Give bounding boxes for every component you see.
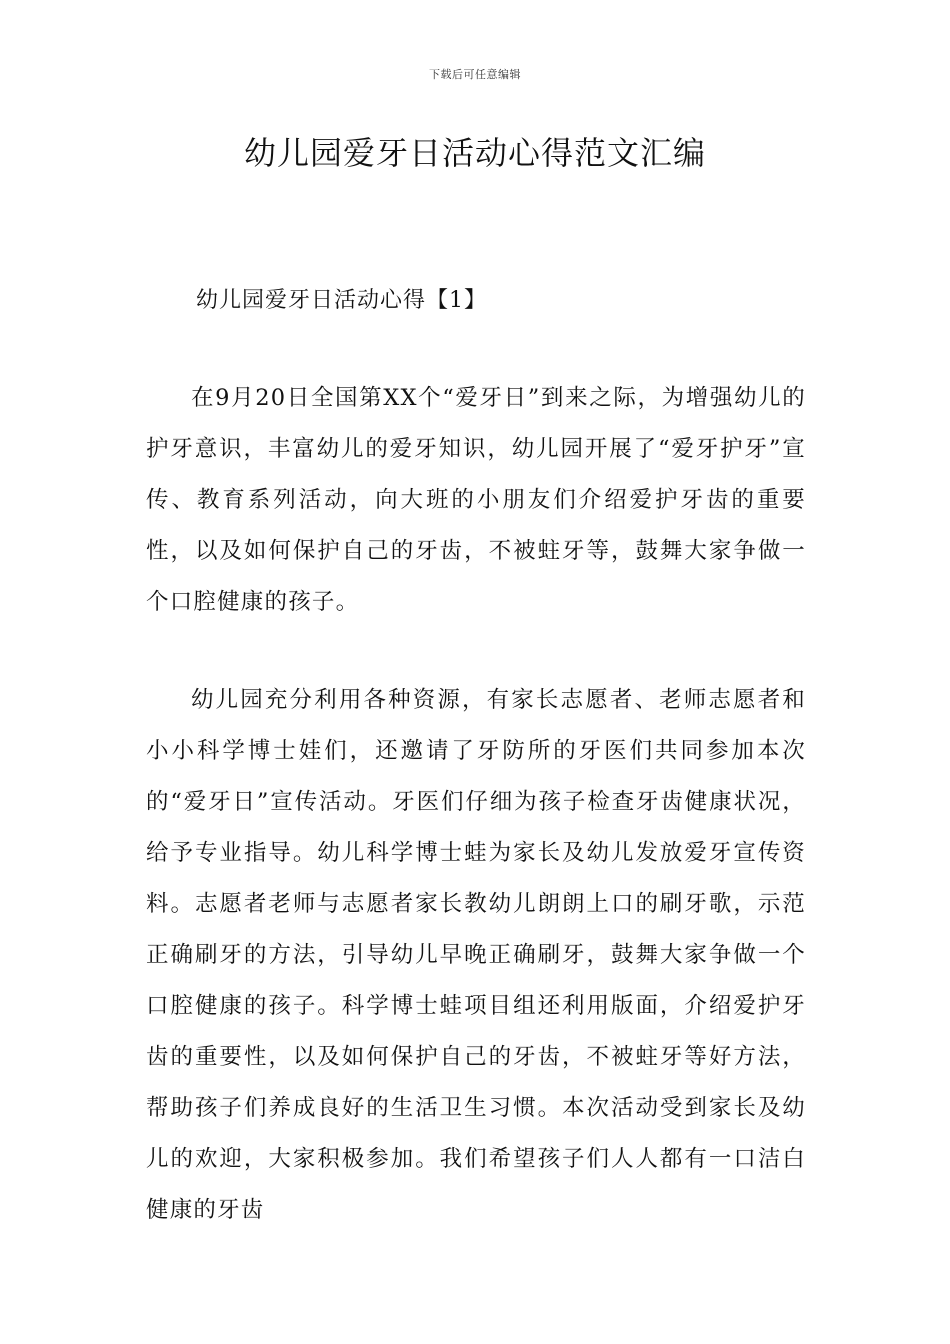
- document-title: 幼儿园爱牙日活动心得范文汇编: [243, 134, 706, 172]
- section-heading: 幼儿园爱牙日活动心得【1】: [196, 288, 487, 313]
- body-paragraph-2: 幼儿园充分利用各种资源，有家长志愿者、老师志愿者和小小科学博士娃们，还邀请了牙防所的牙医们共同参加本次的“爱牙日”宣传活动。牙医们仔细为孩子检查牙齿健康状况，给予专业指导。幼儿科学博士蛙为家长及幼儿发放爱牙宣传资料。志愿者老师与志愿者家长教幼儿朗朗上口的刷牙歌，示范正确刷牙的方法，引导幼儿早晚正确刷牙，鼓舞大家争做一个口腔健康的孩子。科学博士蛙项目组还利用版面，介绍爱护牙齿的重要性，以及如何保护自己的牙齿，不被蛀牙等好方法，帮助孩子们养成良好的生活卫生习惯。本次活动受到家长及幼儿的欢迎，大家积极参加。我们希望孩子们人人都有一口洁白健康的牙齿: [146, 687, 806, 1223]
- body-paragraph-1: 在9月20日全国第XX个“爱牙日”到来之际，为增强幼儿的护牙意识，丰富幼儿的爱牙知识，幼儿园开展了“爱牙护牙”宣传、教育系列活动，向大班的小朋友们介绍爱护牙齿的重要性，以及如何保护自己的牙齿，不被蛀牙等，鼓舞大家争做一个口腔健康的孩子。: [146, 385, 806, 615]
- header-note: 下载后可任意编辑: [429, 68, 521, 81]
